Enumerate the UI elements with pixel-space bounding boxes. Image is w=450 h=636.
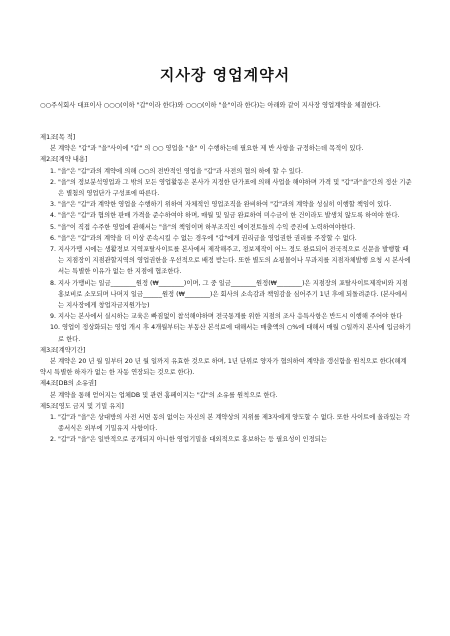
article-clause: 4. "을"은 "갑"과 협의한 판매 가격을 준수하여야 하며, 매월 및 일금 완료하여 미수금이 한 건이라도 발생치 않도록 하여야 한다.	[50, 212, 400, 220]
article-title: 제3조[계약기간]	[40, 346, 86, 354]
contract-body	[40, 132, 412, 446]
article-section	[40, 378, 412, 400]
article-clause: 5. "을"이 직접 수주한 영업에 관해서는 "을"의 책임이며 하부조직인 에이전트들의 수익 증진에 노력하여야한다.	[50, 223, 356, 231]
article-section	[40, 401, 412, 446]
article-clause: 1. "을"은 "갑"과의 계약에 의해 ○○의 전반적인 영업을 "갑"과 사전의 협의 하에 할 수 있다.	[50, 167, 303, 175]
article-paragraph: 본 계약은 20 년 월 일부터 20 년 월 일까지 유효한 것으로 하며, 1년 단위로 양자가 협의하여 계약을 갱신함을 원칙으로 한다(해계약시 특별한 하자가 없는 한 자동 연장되는 것으로 한다).	[40, 358, 407, 377]
document-title: 지사장 영업계약서	[159, 66, 291, 84]
article-clause: 10. 영업이 정상화되는 영업 개시 후 4개월부터는 부동산 본석료에 대해서는 매출액의 ○%에 대해서 매월 ○일까지 본사에 입금하기로 한다.	[50, 324, 412, 343]
article-title: 제5조[영도 금지 및 기밀 유지]	[40, 402, 124, 410]
article-title: 제4조[DB의 소유권]	[40, 380, 97, 388]
article-clause: 8. 지사 가맹비는 일금________원정 (₩________)이며, 그 중 일금________원정(₩________)은 지점장의 포탈사이트제작비와 지점 홍보비로 소모되며 나머지 일금______원정 (₩________)은 회사의 소속감과 책임감을 심어주기 1년 후에 되돌려준다. (본사에서는 지사장에게 창업자금지원가능)	[50, 279, 408, 310]
article-paragraph: 본 계약은 "갑"과 "을"사이에 "갑" 의 ○○ 영업을 "을" 이 수행하는데 필요한 제 반 사항을 규정하는데 목적이 있다.	[50, 145, 364, 153]
article-clause: 9. 지사는 본사에서 실시하는 교육은 빠짐없이 참석해야하며 전국통계를 위한 지점의 조사 응특사항은 반드시 이행해 주어야 한다	[50, 313, 403, 321]
intro-paragraph: ○○주식회사 대표이사 ○○○(이하 "갑"이라 한다)와 ○○○(이하 "을"이라 한다)는 아래와 같이 지사장 영업계약을 체결한다.	[40, 102, 381, 109]
article-clause: 2. "갑"과 "을"은 일반적으로 공개되지 아니한 영업기밀을 대외적으로 홍보하는 등 필요성이 인정되는	[50, 436, 327, 444]
article-clause: 1. "갑"과 "을"은 상대방의 사전 서면 동의 없이는 자신의 본 계약상의 지위를 제3자에게 양도할 수 없다. 또한 사이트에 올라있는 각종서식은 외부에 기밀유지 사항이다.	[50, 414, 410, 433]
article-clause: 3. "을"은 "갑"과 계약한 영업을 수행하기 위하여 자체적인 영업조직을 완비하여 "갑"과의 계약을 성실히 이행할 책임이 있다.	[50, 201, 392, 209]
article-section	[40, 132, 412, 154]
article-title: 제1조[목 적]	[40, 134, 76, 141]
article-clause: 2. "을"의 정보분석영업과 그 밖의 모든 영업활동은 본사가 지정한 단가표에 의해 사업을 해야하며 가격 및 "갑"과"을"간의 정산 기준은 별첨의 영업단가 구성표에 따른다.	[50, 178, 412, 198]
article-clause: 7. 지사가맹 시에는 생활정보 지역포탈사이트를 본사에서 제작해주고, 정보제작이 어느 정도 완료되어 전국적으로 신문을 발행할 때는 지점장이 지점관할지역의 영업권한을 우선적으로 배정 받는다. 또한 별도의 쇼핑몰이나 무과지를 지점자체발행 요청 시 본사에서는 특별한 이유가 없는 한 지점에 협조한다.	[50, 246, 411, 276]
article-paragraph: 본 계약을 통해 얻어지는 업체DB 및 관련 홈페이지는 "갑"의 소유를 원칙으로 한다.	[50, 391, 278, 399]
article-section	[40, 345, 412, 379]
article-title: 제2조[계약 내용]	[40, 156, 88, 164]
article-clause: 6. "을"은 "갑"과의 계약을 더 이상 존속시킬 수 없는 경우에 "갑"에게 권리금을 영업권한 권리를 주장할 수 없다.	[50, 234, 357, 242]
article-section	[40, 154, 412, 344]
